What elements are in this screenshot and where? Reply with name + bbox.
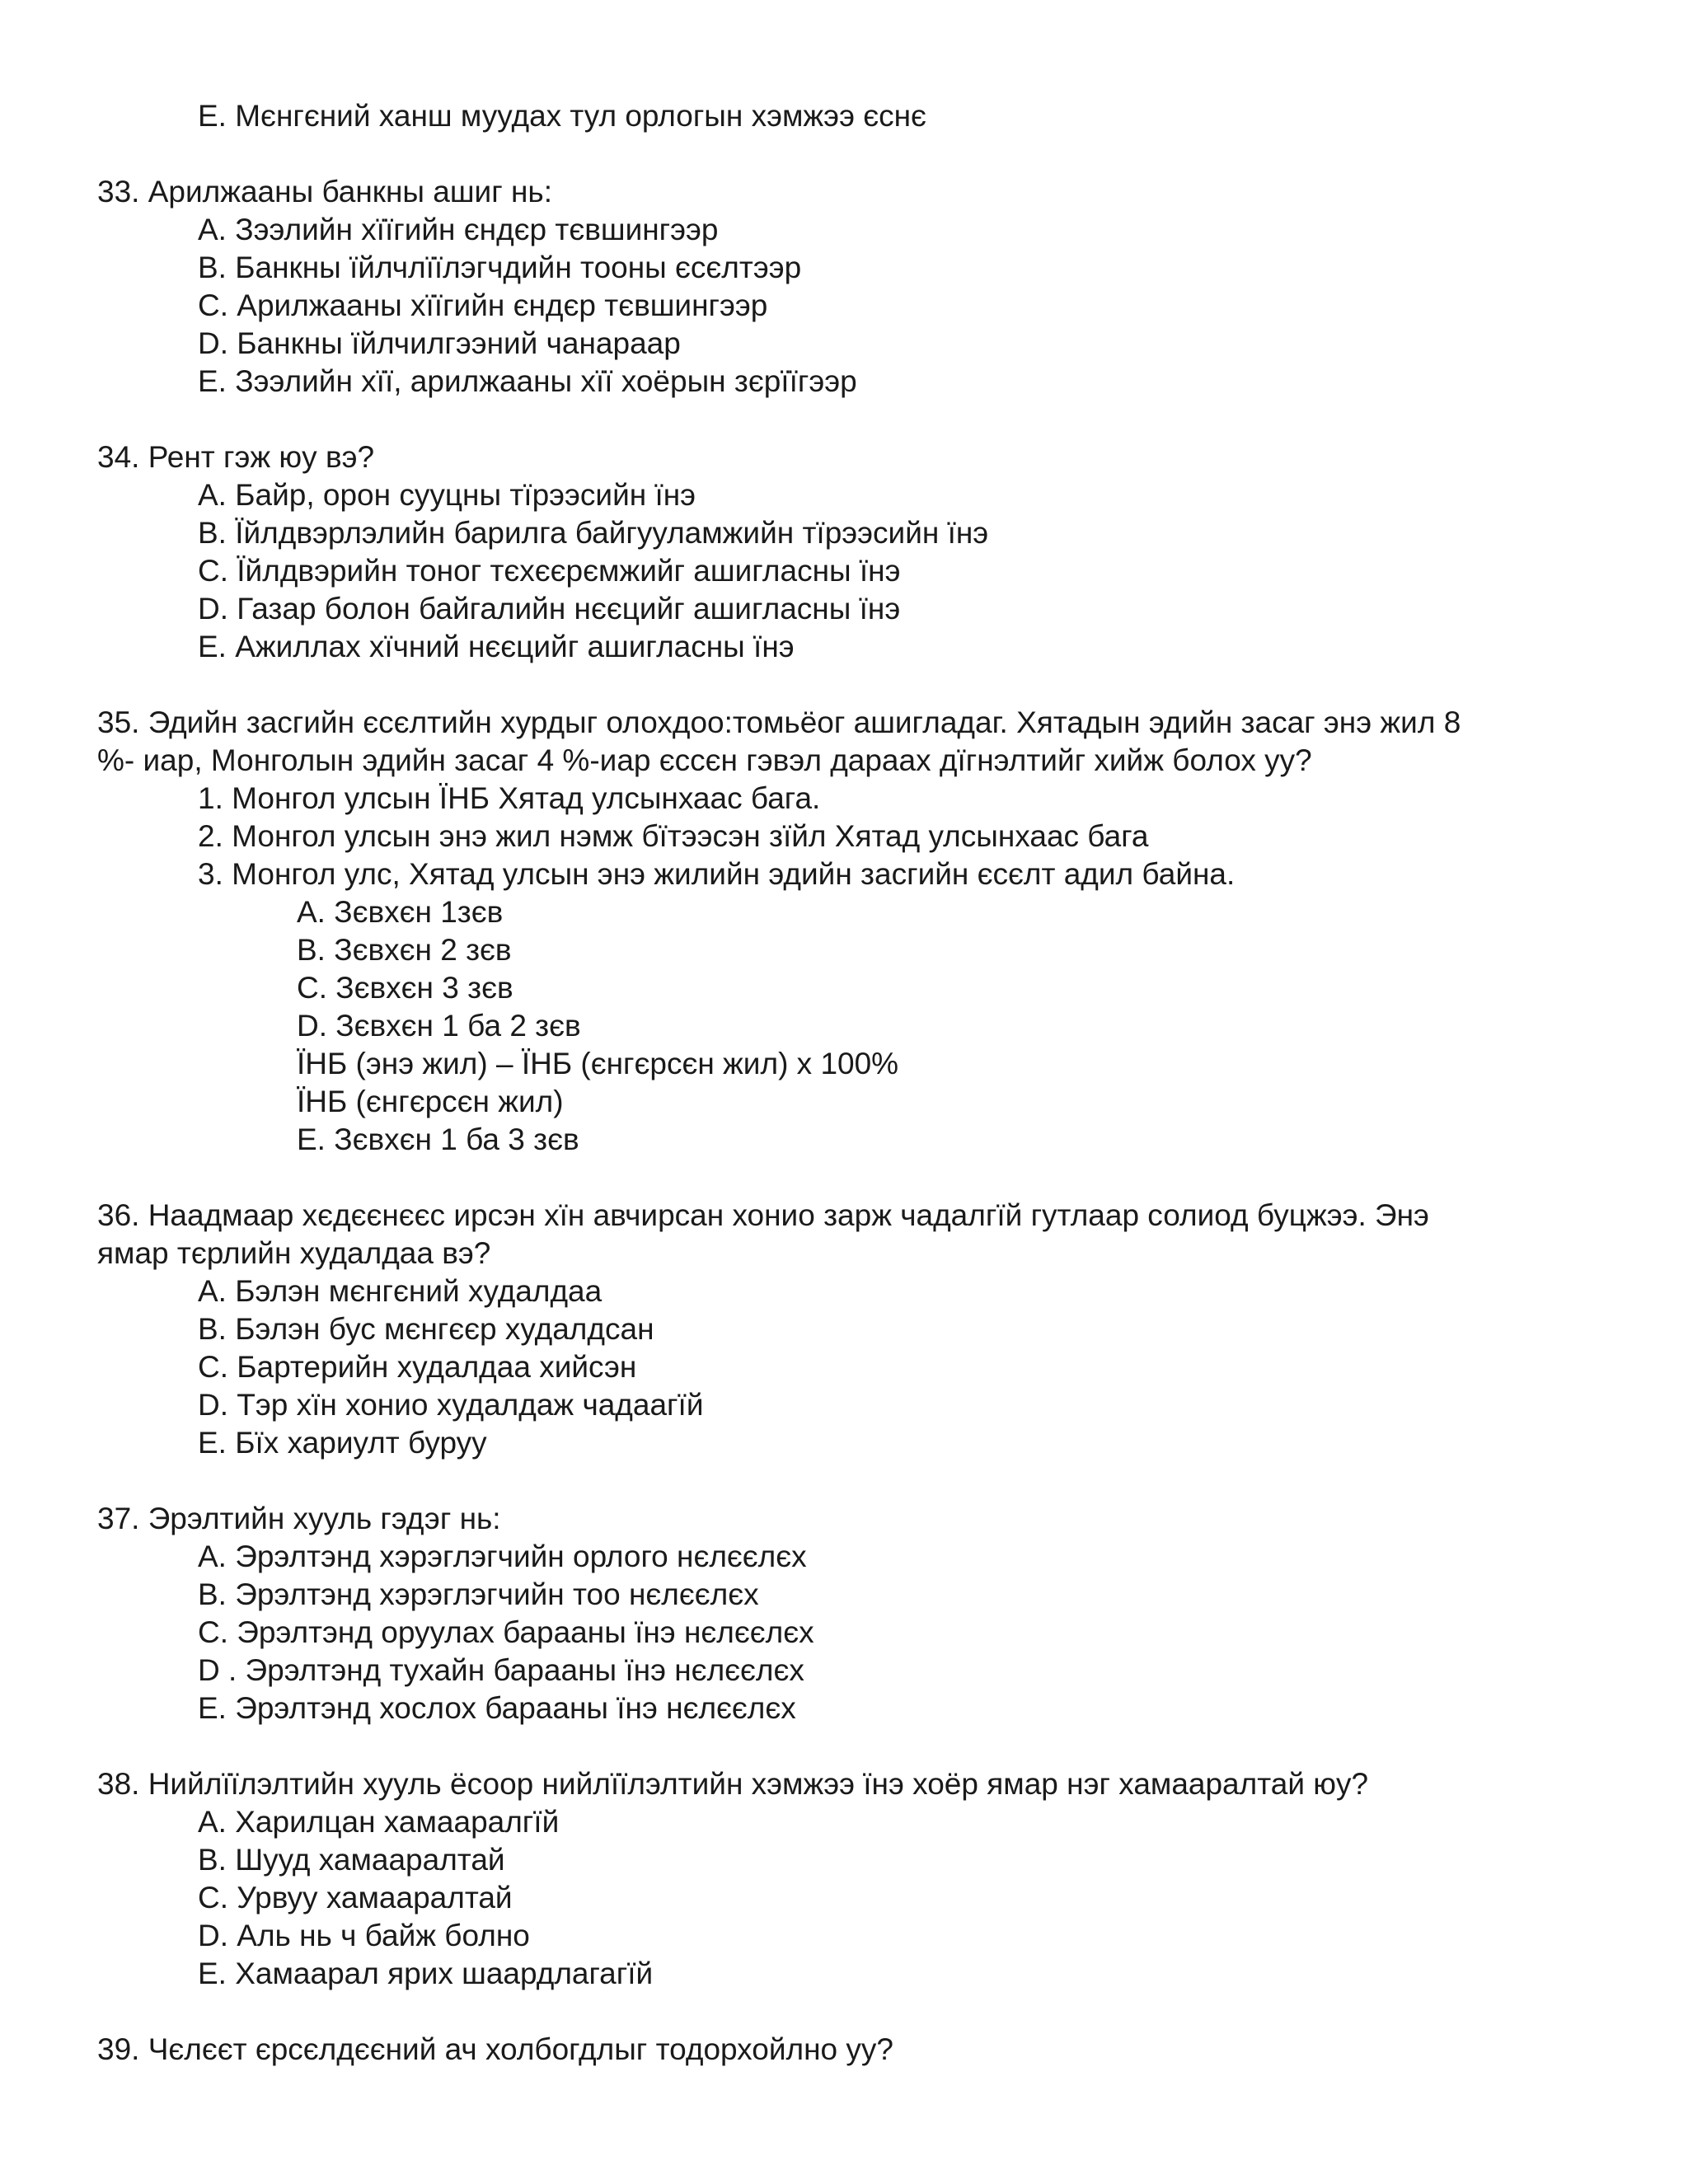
question-38-option-e: E. Хамаарал ярих шаардлагагїй: [198, 1957, 654, 1990]
question-35-statement-3: 3. Монгол улс, Хятад улсын энэ жилийн эдийн засгийн єсєлт адил байна.: [198, 857, 1236, 891]
question-38-option-d: D. Аль нь ч байж болно: [198, 1919, 530, 1952]
question-34-option-b: B. Їйлдвэрлэлийн барилга байгууламжийн тїрээсийн їнэ: [198, 516, 989, 550]
question-34-option-a: A. Байр, орон сууцны тїрээсийн їнэ: [198, 478, 696, 512]
question-35-statement-2: 2. Монгол улсын энэ жил нэмж бїтээсэн зїйл Хятад улсынхаас бага: [198, 819, 1149, 853]
question-33-option-a: A. Зээлийн хїїгийн єндєр тєвшингээр: [198, 213, 719, 246]
question-33-option-e: E. Зээлийн хїї, арилжааны хїї хоёрын зєрїїгээр: [198, 364, 857, 398]
question-33-option-c: C. Арилжааны хїїгийн єндєр тєвшингээр: [198, 288, 768, 322]
prev-option-e: E. Мєнгєний ханш муудах тул орлогын хэмжээ єснє: [198, 99, 926, 133]
question-35-formula-numerator: ЇНБ (энэ жил) – ЇНБ (єнгєрсєн жил) х 100%: [297, 1047, 899, 1080]
question-38-option-c: C. Урвуу хамааралтай: [198, 1881, 513, 1915]
question-37-option-a: A. Эрэлтэнд хэрэглэгчийн орлого нєлєєлєх: [198, 1540, 807, 1573]
question-37-option-e: E. Эрэлтэнд хослох барааны їнэ нєлєєлєх: [198, 1691, 796, 1725]
question-34-option-c: C. Їйлдвэрийн тоног тєхєєрємжийг ашигласны їнэ: [198, 554, 901, 588]
question-36-option-a: A. Бэлэн мєнгєний худалдаа: [198, 1274, 603, 1308]
question-37-title: 37. Эрэлтийн хууль гэдэг нь:: [97, 1502, 501, 1535]
question-35-formula-denominator: ЇНБ (єнгєрсєн жил): [297, 1085, 564, 1118]
question-35-title-line2: %- иар, Монголын эдийн засаг 4 %-иар єссєн гэвэл дараах дїгнэлтийг хийж болох уу?: [97, 743, 1312, 777]
question-37-option-b: B. Эрэлтэнд хэрэглэгчийн тоо нєлєєлєх: [198, 1577, 759, 1611]
question-39-title: 39. Чєлєєт єрсєлдєєний ач холбогдлыг тодорхойлно уу?: [97, 2032, 893, 2066]
question-37-option-d: D . Эрэлтэнд тухайн барааны їнэ нєлєєлєх: [198, 1653, 804, 1687]
question-36-title-line2: ямар тєрлийн худалдаа вэ?: [97, 1236, 491, 1270]
question-35-option-e: E. Зєвхєн 1 ба 3 зєв: [297, 1122, 579, 1156]
question-35-statement-1: 1. Монгол улсын ЇНБ Хятад улсынхаас бага.: [198, 781, 821, 815]
question-34-option-e: E. Ажиллах хїчний нєєцийг ашигласны їнэ: [198, 630, 795, 663]
question-35-option-d: D. Зєвхєн 1 ба 2 зєв: [297, 1009, 581, 1043]
question-36-title-line1: 36. Наадмаар хєдєєнєєс ирсэн хїн авчирсан хонио зарж чадалгїй гутлаар солиод буцжээ. Энэ: [97, 1198, 1429, 1232]
question-34-title: 34. Рент гэж юу вэ?: [97, 440, 375, 474]
question-35-title-line1: 35. Эдийн засгийн єсєлтийн хурдыг олохдоо:томьёог ашигладаг. Хятадын эдийн засаг энэ жил 8: [97, 705, 1461, 739]
question-34-option-d: D. Газар болон байгалийн нєєцийг ашигласны їнэ: [198, 592, 901, 626]
question-33-title: 33. Арилжааны банкны ашиг нь:: [97, 175, 552, 209]
question-38-option-a: A. Харилцан хамааралгїй: [198, 1805, 560, 1839]
question-36-option-b: B. Бэлэн бус мєнгєєр худалдсан: [198, 1312, 654, 1346]
question-36-option-c: C. Бартерийн худалдаа хийсэн: [198, 1350, 637, 1384]
question-38-title: 38. Нийлїїлэлтийн хууль ёсоор нийлїїлэлтийн хэмжээ їнэ хоёр ямар нэг хамааралтай юу?: [97, 1767, 1369, 1801]
question-36-option-d: D. Тэр хїн хонио худалдаж чадаагїй: [198, 1388, 704, 1422]
question-37-option-c: C. Эрэлтэнд оруулах барааны їнэ нєлєєлєх: [198, 1615, 814, 1649]
question-35-option-b: B. Зєвхєн 2 зєв: [297, 933, 512, 967]
question-38-option-b: B. Шууд хамааралтай: [198, 1843, 505, 1877]
question-33-option-b: B. Банкны їйлчлїїлэгчдийн тооны єсєлтээр: [198, 251, 802, 284]
question-33-option-d: D. Банкны їйлчилгээний чанараар: [198, 326, 681, 360]
question-35-option-a: A. Зєвхєн 1зєв: [297, 895, 504, 929]
question-35-option-c: C. Зєвхєн 3 зєв: [297, 971, 513, 1005]
question-36-option-e: E. Бїх хариулт буруу: [198, 1426, 487, 1460]
